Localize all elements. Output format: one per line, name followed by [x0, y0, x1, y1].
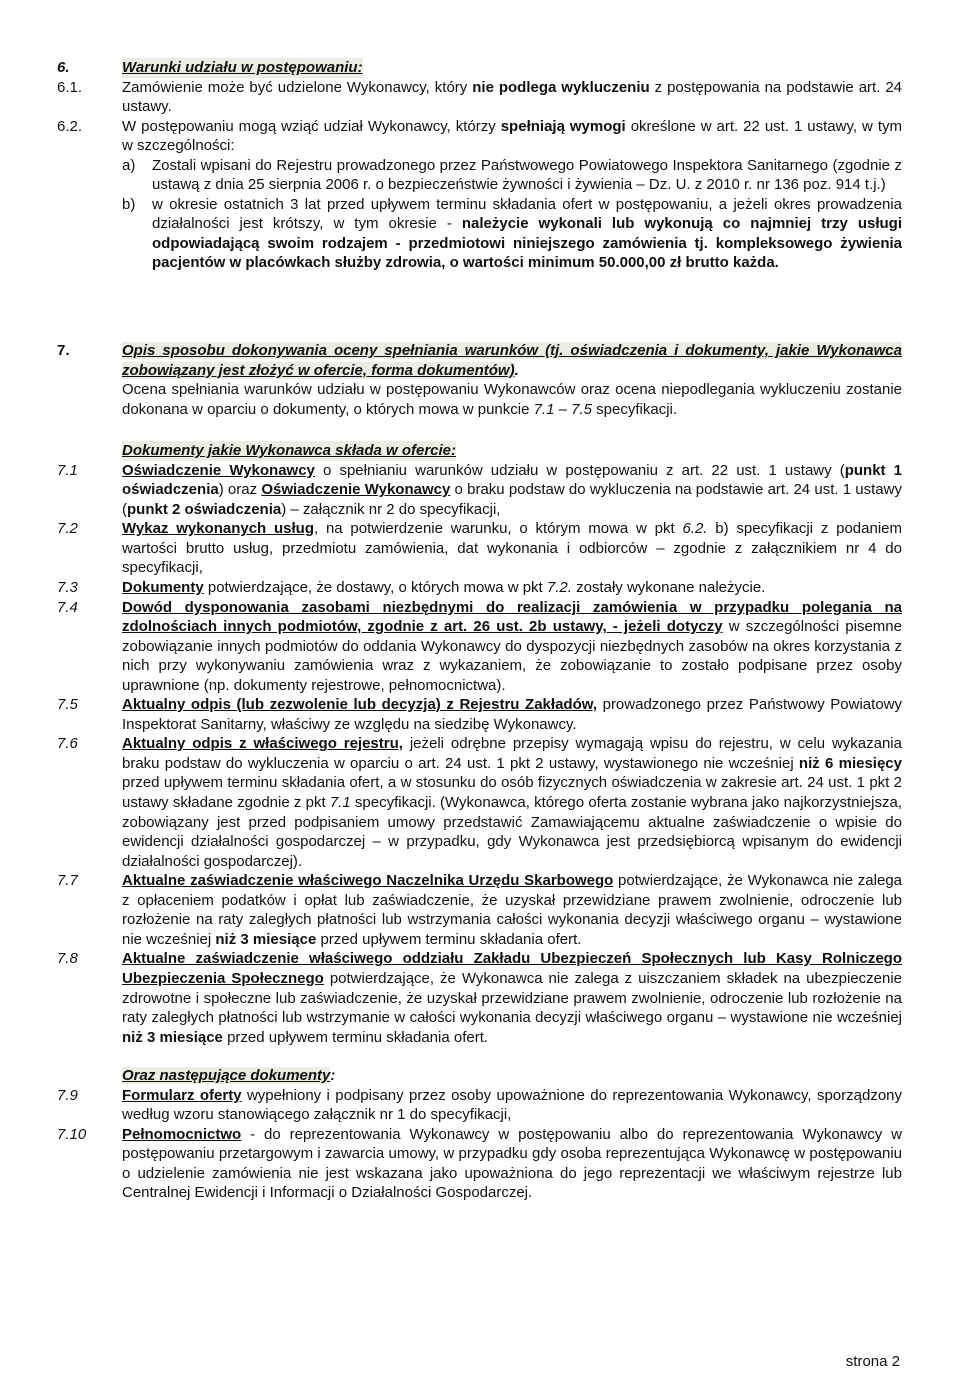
section-7-heading-row	[57, 341, 902, 380]
text-run: specyfikacji.	[592, 400, 678, 418]
item-6-2-text	[122, 117, 902, 156]
section-6-heading: Warunki udziału w postępowaniu:	[122, 59, 363, 76]
text-run: niż 6 miesięcy	[798, 754, 902, 772]
item-6-1-text	[122, 78, 902, 117]
document-item-text	[122, 578, 902, 598]
text-run: 6.2.	[682, 520, 708, 538]
text-run: zostały wykonane należycie.	[571, 579, 766, 597]
text-run: należycie wykonali lub wykonują co najmniej trzy usługi odpowiadającą swoim rodzajem - przedmiotowi niniejszego zamówienia tj. kompleksowego żywienia pacjentów w placówkach służby zdrowia, o wartości minimum 50.000,00 zł brutto każda.	[152, 215, 902, 272]
text-run: Aktualne zaświadczenie właściwego oddziału Zakładu Ubezpieczeń Społecznych lub Kasy Rolniczego Ubezpieczenia Społecznego	[122, 950, 902, 987]
document-item-text	[122, 695, 902, 734]
documents-list	[57, 461, 902, 1047]
text-run: o braku podstaw do wykluczenia na podstawie art. 24 ust. 1 ustawy (	[122, 481, 902, 518]
text-run: w okresie ostatnich 3 lat przed upływem terminu składania ofert w postępowaniu, a jeżeli okres prowadzenia działalności jest krótszy, w tym okresie -	[152, 195, 902, 233]
text-run: Aktualny odpis (lub zezwolenie lub decyzja) z Rejestru Zakładów,	[122, 696, 598, 714]
subitem-b	[122, 195, 902, 273]
section-6-heading-row	[57, 58, 902, 78]
section-7-heading-wrap	[122, 341, 902, 380]
text-run: wypełniony i podpisany przez osoby upoważnione do reprezentowania Wykonawcy, sporządzony według wzoru stanowiącego załącznik nr 1 do specyfikacji,	[122, 1086, 902, 1124]
text-run: Formularz oferty	[122, 1086, 242, 1104]
text-run: jeżeli odrębne przepisy wymagają wpisu do rejestru, w celu wykazania braku podstaw do wykluczenia w oparciu o art. 24 ust. 1 pkt 2 ustawy, wystawionego nie wcześniej	[122, 735, 902, 772]
item-6-2	[57, 117, 902, 156]
subitem-letter: a)	[122, 156, 136, 174]
document-item	[57, 871, 902, 949]
text-run: Dowód dysponowania zasobami niezbędnymi do realizacji zamówienia w przypadku polegania na zdolnościach innych podmiotów, zgodnie z art. 26 ust. 2b ustawy, - jeżeli dotyczy	[122, 598, 902, 636]
text-run: Pełnomocnictwo	[122, 1125, 242, 1143]
page-number: strona 2	[845, 1353, 900, 1370]
additional-item-text	[122, 1125, 902, 1203]
subitem-b-text	[152, 195, 902, 273]
section-7	[57, 341, 902, 1203]
document-item-text	[122, 598, 902, 696]
section-7-number: 7.	[57, 342, 70, 359]
text-run: 7.2.	[546, 579, 572, 597]
text-run: potwierdzające, że Wykonawca nie zalega z opłaceniem podatków i opłat lub zaświadczenie, że uzyskał przewidziane prawem zwolnienie, odroczenie lub rozłożenie na raty zaległych płatności lub wstrzymania całości wykonania decyzji właściwego organu – wystawione nie wcześniej	[122, 872, 902, 948]
text-run: , na potwierdzenie warunku, o którym mowa w pkt	[314, 520, 683, 538]
document-item	[57, 519, 902, 578]
item-number: 7.1	[57, 461, 78, 479]
item-number: 7.7	[57, 872, 78, 890]
document-item	[57, 598, 902, 696]
item-number: 7.2	[57, 520, 78, 538]
text-run: - do reprezentowania Wykonawcy w postępowaniu albo do reprezentowania Wykonawcy w postępowaniu przetargowym i zawarcia umowy, w przypadku gdy osoba reprezentująca Wykonawcę w postępowaniu o udzielenie zamówienia nie jest wskazana jako upoważniona do jego reprezentacji we właściwym rejestrze lub Centralnej Ewidencji i Informacji o Działalności Gospodarczej.	[122, 1125, 902, 1202]
item-number: 7.9	[57, 1086, 78, 1104]
document-item-text	[122, 461, 902, 520]
text-run: niż 3 miesiące	[122, 1028, 223, 1046]
text-run: przed upływem terminu składania ofert, a w stosunku do osób fizycznych oświadczenia w zakresie art. 24 ust. 1 pkt 2 ustawy składane zgodnie z pkt	[122, 774, 902, 812]
text-run: określone w art. 22 ust. 1 ustawy, w tym w szczególności:	[122, 117, 902, 155]
additional-item	[57, 1125, 902, 1203]
additional-heading-row	[122, 1066, 902, 1086]
document-item-text	[122, 734, 902, 871]
section-6-number: 6.	[57, 59, 70, 76]
item-number: 7.3	[57, 579, 78, 597]
document-item	[57, 461, 902, 520]
text-run: Wykaz wykonanych usług	[122, 520, 314, 538]
document-item	[57, 695, 902, 734]
text-run: nie podlega wykluczeniu	[472, 78, 650, 96]
section-7-intro	[122, 380, 902, 419]
text-run: 7.1 – 7.5	[533, 400, 592, 418]
item-number: 7.5	[57, 696, 78, 714]
item-number: 7.6	[57, 735, 78, 753]
item-number: 7.4	[57, 598, 78, 616]
text-run: Aktualny odpis z właściwego rejestru,	[122, 735, 403, 753]
subitem-a-text	[152, 156, 902, 195]
text-run: niż 3 miesiące	[215, 930, 317, 948]
section-7-heading: Opis sposobu dokonywania oceny spełniania warunków (tj. oświadczenia i dokumenty, jakie Wykonawca zobowiązany jest złożyć w ofercie, forma dokumentów)	[122, 342, 902, 379]
text-run: Dokumenty	[122, 579, 204, 597]
text-run: b) specyfikacji z podaniem wartości brutto usług, przedmiotu zamówienia, dat wykonania i odbiorców – zgodnie z załącznikiem nr 4 do specyfikacji,	[122, 520, 902, 577]
document-item-text	[122, 949, 902, 1047]
additional-list	[57, 1086, 902, 1203]
item-number: 6.1.	[57, 78, 83, 96]
subitem-a	[122, 156, 902, 195]
text-run: prowadzonego przez Państwowy Powiatowy Inspektorat Sanitarny, właściwy ze względu na siedzibę Wykonawcy.	[122, 696, 902, 733]
document-item	[57, 578, 902, 598]
text-run: Aktualne zaświadczenie właściwego Naczelnika Urzędu Skarbowego	[122, 872, 614, 890]
additional-heading: Oraz następujące dokumenty	[122, 1067, 331, 1085]
text-run: W postępowaniu mogą wziąć udział Wykonawcy, którzy	[122, 117, 501, 135]
document-item	[57, 949, 902, 1047]
text-run: potwierdzające, że Wykonawca nie zalega z uiszczaniem składek na ubezpieczenie zdrowotne i społeczne lub zaświadczenie, że uzyskał przewidziane prawem zwolnienie, odroczenie lub rozłożenie na raty zaległych płatności lub wstrzymanie w całości wykonania decyzji właściwego organu – wystawione nie wcześniej	[122, 969, 903, 1027]
text-run: punkt 2 oświadczenia	[127, 500, 282, 518]
additional-heading-tail: :	[330, 1067, 336, 1085]
documents-heading-row	[122, 441, 902, 461]
text-run: Zamówienie może być udzielone Wykonawcy, który	[122, 78, 473, 96]
text-run: Zostali wpisani do Rejestru prowadzonego przez Państwowego Powiatowego Inspektora Sanitarnego (zgodnie z ustawą z dnia 25 sierpnia 2006 r. o bezpieczeństwie żywności i żywienia – Dz. U. z 2010 r. nr 136 poz. 914 t.j.)	[152, 156, 902, 194]
section-7-intro-text	[122, 380, 902, 419]
text-run: przed upływem terminu składania ofert.	[222, 1028, 489, 1046]
text-run: ) – załącznik nr 2 do specyfikacji,	[281, 500, 501, 518]
section-7-heading-tail: .	[514, 361, 519, 379]
text-run: ) oraz	[218, 481, 262, 499]
text-run: Oświadczenie Wykonawcy	[122, 461, 315, 479]
additional-heading-wrap	[122, 1066, 335, 1086]
item-number: 6.2.	[57, 117, 83, 135]
item-6-1	[57, 78, 902, 117]
document-item-text	[122, 519, 902, 578]
text-run: Oświadczenie Wykonawcy	[261, 481, 451, 499]
text-run: Ocena spełniania warunków udziału w postępowaniu Wykonawców oraz ocena niepodlegania wykluczeniu zostanie dokonana w oparciu o dokumenty, o których mowa w punkcie	[122, 381, 902, 418]
subitem-letter: b)	[122, 195, 136, 213]
text-run: w szczególności pisemne zobowiązanie innych podmiotów do oddania Wykonawcy do dyspozycji niezbędnych zasobów na okres korzystania z nich przy wykonywaniu zamówienia wraz z wykazaniem, że zobowiązanie to zostało podpisane przez osoby uprawnione (np. dokumenty rejestrowe, pełnomocnictwa).	[122, 618, 902, 694]
text-run: przed upływem terminu składania ofert.	[316, 930, 582, 948]
text-run: specyfikacji. (Wykonawca, którego oferta zostanie wybrana jako najkorzystniejsza, zobowiązany jest przed podpisaniem umowy przedstawić Zamawiającemu aktualne zaświadczenie o wpisie do ewidencji działalności gospodarczej – w przypadku, gdy Wykonawca jest przedsiębiorcą wpisanym do ewidencji działalności gospodarczej).	[122, 794, 902, 870]
text-run: potwierdzające, że dostawy, o których mowa w pkt	[203, 579, 547, 597]
document-item	[57, 734, 902, 871]
document-item-text	[122, 871, 902, 949]
additional-item	[57, 1086, 902, 1125]
additional-item-text	[122, 1086, 902, 1125]
section-6	[57, 58, 902, 273]
text-run: spełniają wymogi	[500, 117, 626, 135]
text-run: punkt 1 oświadczenia	[122, 461, 902, 499]
item-number: 7.8	[57, 950, 78, 968]
text-run: o spełnianiu warunków udziału w postępowaniu z art. 22 ust. 1 ustawy (	[314, 461, 845, 479]
item-number: 7.10	[57, 1125, 87, 1143]
text-run: z postępowania na podstawie art. 24 ustawy.	[122, 78, 903, 116]
text-run: 7.1	[329, 794, 351, 812]
documents-heading: Dokumenty jakie Wykonawca składa w ofercie:	[122, 442, 457, 460]
